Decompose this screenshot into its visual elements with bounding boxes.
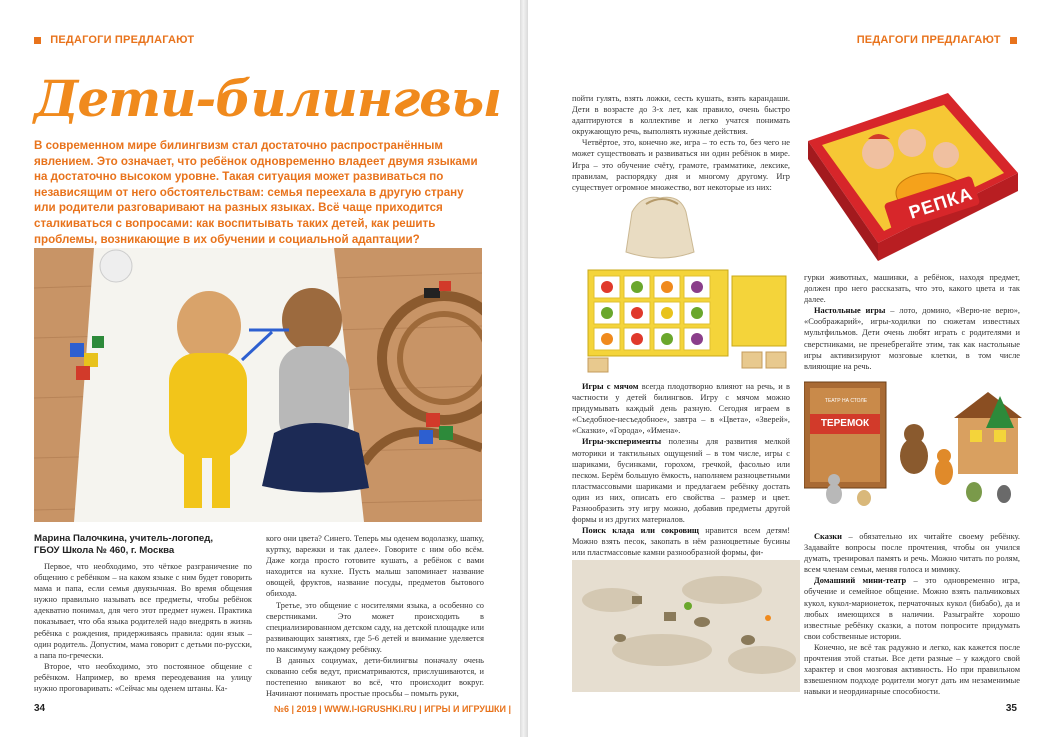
repka-book-image bbox=[808, 93, 1018, 268]
paragraph-heading: Игры-эксперименты bbox=[582, 437, 662, 447]
paragraph-text: Конечно, не всё так радужно и легко, как кажется после прочтения этой статьи. Все дети разные – у каждого свой характер и своя мозговая активность. Но при правильном взвешенном подходе родители могут дать им незаменимые навыки и неординарные способности. bbox=[804, 642, 1020, 697]
footer-text: №6 | 2019 | WWW.I-IGRUSHKI.RU | ИГРЫ И ИГРУШКИ | bbox=[274, 704, 512, 714]
paragraph bbox=[804, 272, 1020, 305]
paragraph: В данных социумах, дети-билингвы поначалу очень скованно себя ведут, присматриваются, прислушиваются, и постепенно вникают во всё, что происходит вокруг. Начинают понимать простые просьбы – помыть руки, bbox=[266, 656, 484, 699]
teremok-theatre-image bbox=[804, 376, 1022, 508]
paragraph-heading: Сказки bbox=[814, 532, 842, 541]
right-column-2-bottom bbox=[804, 531, 1020, 697]
paragraph-heading: Домашний мини-театр bbox=[814, 576, 907, 586]
paragraph-fairy-tales bbox=[804, 531, 1020, 575]
left-page bbox=[0, 0, 520, 737]
orange-square-icon bbox=[1010, 37, 1017, 44]
paragraph-text: нравится всем детям! Можно взять песок, закопать в нём разноцветные бусины или пластмассовые камни разнообразной формы, фи- bbox=[572, 526, 790, 558]
paragraph: Четвёртое, это, конечно же, игра – то есть то, без чего не может существовать и развиваться ни один ребёнок в мире. Игра – это обучение счёту, грамоте, грамматике, лексике, правилам, распорядку дня и многому другому. Игр существует огромное множество, вот некоторые из них: bbox=[572, 138, 790, 192]
footer-center bbox=[274, 704, 511, 714]
author-block bbox=[34, 533, 254, 557]
paragraph-text: гурки животных, машинки, а ребёнок, находя предмет, должен про него рассказать, что это, какого цвета и так далее. bbox=[804, 273, 1020, 305]
sand-treasure-image bbox=[572, 560, 800, 692]
paragraph-conclusion bbox=[804, 642, 1020, 697]
paragraph-treasure bbox=[572, 525, 790, 558]
paragraph-home-theatre bbox=[804, 575, 1020, 642]
paragraph-heading: Поиск клада или сокровищ bbox=[582, 526, 699, 536]
paragraph-text: полезны для развития мелкой моторики и тактильных ощущений – в том числе, игры с шариками, бусинками, горохом, гречкой, фасолью или песком. Берём большую ёмкость, наполняем разноцветными пластмассовыми шариками и предлагаем ребёнку достать один из них, описать его свойства – размер и цвет. Разнообразить эту игру можно, добавив предметы другой формы и из других материалов. bbox=[572, 437, 790, 525]
section-header-right bbox=[857, 34, 1017, 46]
left-column-2 bbox=[266, 533, 484, 699]
lotto-game-image bbox=[582, 192, 800, 374]
paragraph: Первое, что необходимо, это чёткое разграничение по общению с ребёнком – на каком языке с ним будет говорить мама и папа, если семья двуязычная. Во время общения нужно правильно называть все предметы, чтобы ребёнок адекватно понимал, для чего этот предмет нужен. Практика показывает, что оба языка родителей надо внедрять в жизнь ребёнка с рождения, придерживаясь правила: один язык – один родитель. Допустим, мама говорит с детьми по-русски, а папа по-гречески. bbox=[34, 562, 252, 660]
paragraph-text: – лото, домино, «Верю-не верю», «Соображарий», игры-ходилки по сюжетам известных мультфильмов. Дети очень любят играть с родителями и сверстниками, не пренебрегайте этим, так как настольные игры активизируют мозговые клетки, в том числе влияющие на речь. bbox=[804, 306, 1020, 371]
paragraph-heading: Игры с мячом bbox=[582, 382, 639, 391]
orange-square-icon bbox=[34, 37, 41, 44]
paragraph: кого они цвета? Синего. Теперь мы оденем водолазку, шапку, куртку, варежки и так далее». Говорите с ним обо всём. Даже когда просто готовите кушать, а ребёнок с вами находится на кухне. Пусть малыш запоминает название овощей, фруктов, название посуды, предметов бытового обихода. bbox=[266, 534, 484, 599]
teremok-small-text: ТЕАТР НА СТОЛЕ bbox=[824, 398, 868, 404]
right-column-1-top bbox=[572, 93, 790, 193]
paragraph: пойти гулять, взять ложки, сесть кушать, взять карандаши. Дети в возрасте до 3-х лет, как правило, очень быстро адаптируются в коллективе и легко учатся понимать окружающую речь, выполнять нужные действия. bbox=[572, 94, 790, 137]
paragraph: Третье, это общение с носителями языка, а особенно со сверстниками. Это может происходить в специализированном детском саду, на детской площадке или развивающих занятиях, где 5-6 детей и внимание уделяется по максимуму каждому ребёнку. bbox=[266, 600, 484, 654]
paragraph-text: – обязательно их читайте своему ребёнку. Задавайте вопросы после прочтения, чтобы он учился думать, тренировал память и речь. Можно читать по ролям, всем членам семьи, меняя голоса и мимику. bbox=[804, 532, 1020, 575]
section-label: ПЕДАГОГИ ПРЕДЛАГАЮТ bbox=[50, 34, 195, 46]
section-header-left bbox=[34, 34, 194, 46]
paragraph-board-games bbox=[804, 305, 1020, 372]
right-page bbox=[528, 0, 1051, 737]
paragraph-ball-games bbox=[572, 381, 790, 436]
author-name: Марина Палочкина, учитель-логопед, bbox=[34, 533, 214, 544]
paragraph-experiments bbox=[572, 436, 790, 525]
section-label: ПЕДАГОГИ ПРЕДЛАГАЮТ bbox=[856, 34, 1001, 46]
page-number-left: 34 bbox=[34, 703, 46, 714]
paragraph-text: всегда плодотворно влияют на речь, и в частности у детей билингвов. Игру с мячом можно придумывать каждый день разную. Сегодня играем в «Съедобное-несъедобное», завтра – в «Цвета», «Зверей», «Сказки», «Города», «Имена». bbox=[572, 382, 790, 436]
page-number-right: 35 bbox=[1005, 703, 1017, 714]
lead-paragraph: В современном мире билингвизм стал достаточно распространённым явлением. Это означает, что ребёнок одновременно владеет двумя языками на достаточно высоком уровне. Такая ситуация может развиваться по независящим от него обстоятельствам: семья переехала в другую страну или родители разговаривают на разных языках. Всё чаще приходится сталкиваться с вопросами: как воспитывать таких детей, как решить проблемы, возникающие в их обучении и социальной адаптации? bbox=[34, 139, 478, 246]
right-column-2-top bbox=[804, 272, 1020, 372]
paragraph-heading: Настольные игры bbox=[814, 306, 886, 316]
author-school: ГБОУ Школа № 460, г. Москва bbox=[34, 545, 175, 556]
right-column-1-mid bbox=[572, 381, 790, 559]
book-title-text: РЕПКА bbox=[906, 183, 976, 223]
paragraph-text: – это одновременно игра, обучение и семейное общение. Можно взять пальчиковых кукол, кукол-марионеток, перчаточных кукол (бибабо), да и любых имеющихся в наличии. Разыграйте хорошо известные ребёнку сказки, а потом попросите придумать свои собственные истории. bbox=[804, 576, 1020, 641]
children-drawing-photo bbox=[34, 248, 482, 522]
left-column-1 bbox=[34, 561, 252, 694]
teremok-title-text: ТЕРЕМОК bbox=[820, 418, 870, 429]
article-title: Дети-билингвы bbox=[34, 69, 501, 128]
paragraph: Второе, что необходимо, это постоянное общение с ребёнком. Например, во время переодевания на улицу нужно проговаривать: «Сейчас мы оденем штаны. Ка- bbox=[34, 661, 252, 694]
